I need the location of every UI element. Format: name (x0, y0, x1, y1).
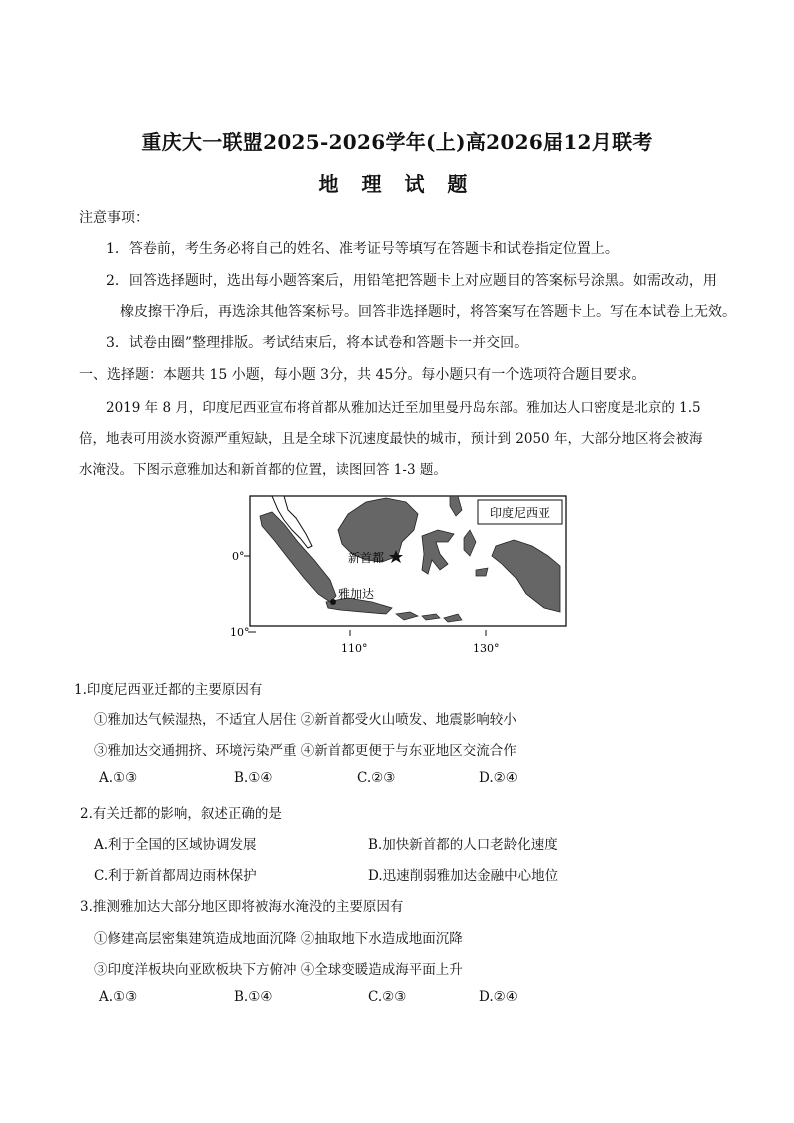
map-legend-label: 印度尼西亚 (489, 506, 551, 520)
lat-label-10: 10° (230, 626, 250, 639)
new-capital-label: 新首都 (348, 551, 385, 565)
lat-label-0: 0° (232, 550, 245, 563)
q1-statement-line-1: ①雅加达气候湿热，不适宜人居住 ②新首都受火山喷发、地震影响较小 (94, 712, 517, 728)
passage-line-1: 2019 年 8 月，印度尼西亚宣布将首都从雅加达迁至加里曼丹岛东部。雅加达人口密度是北京的 1.5 (106, 400, 701, 416)
notice-item-2: 2．回答选择题时，选出每小题答案后，用铅笔把答题卡上对应题目的答案标号涂黑。如需改动，用 (106, 273, 717, 289)
q1-option-b[interactable]: B.①④ (234, 770, 273, 786)
q3-option-d[interactable]: D.②④ (479, 989, 518, 1005)
notice-item-1: 1．答卷前，考生务必将自己的姓名、准考证号等填写在答题卡和试卷指定位置上。 (106, 241, 619, 257)
q2-stem: 2.有关迁都的影响，叙述正确的是 (80, 806, 282, 822)
notice-heading: 注意事项： (79, 210, 149, 226)
lon-label-130: 130° (473, 642, 500, 655)
q2-option-b[interactable]: B.加快新首都的人口老龄化速度 (368, 837, 558, 853)
q1-option-c[interactable]: C.②③ (357, 770, 396, 786)
q1-option-d[interactable]: D.②④ (479, 770, 518, 786)
notice-item-3: 3．试卷由圈”整理排版。考试结束后，将本试卷和答题卡一并交回。 (106, 335, 529, 351)
map-svg (226, 490, 576, 660)
q2-option-c[interactable]: C.利于新首都周边雨林保护 (94, 868, 257, 884)
jakarta-marker (330, 599, 336, 605)
exam-subject: 地 理 试 题 (318, 172, 476, 196)
q1-statement-line-2: ③雅加达交通拥挤、环境污染严重 ④新首都更便于与东亚地区交流合作 (94, 743, 517, 759)
q2-option-d[interactable]: D.迅速削弱雅加达金融中心地位 (368, 868, 559, 884)
lon-label-110: 110° (341, 642, 368, 655)
q3-statement-line-2: ③印度洋板块向亚欧板块下方俯冲 ④全球变暖造成海平面上升 (94, 962, 463, 978)
indonesia-map (226, 490, 576, 660)
passage-line-3: 水淹没。下图示意雅加达和新首都的位置，读图回答 1-3 题。 (79, 462, 447, 478)
q3-option-c[interactable]: C.②③ (368, 989, 407, 1005)
q3-statement-line-1: ①修建高层密集建筑造成地面沉降 ②抽取地下水造成地面沉降 (94, 931, 463, 947)
q3-stem: 3.推测雅加达大部分地区即将被海水淹没的主要原因有 (80, 899, 404, 915)
section-heading: 一、选择题：本题共 15 小题，每小题 3分，共 45分。每小题只有一个选项符合题目要求。 (79, 367, 646, 383)
exam-title: 重庆大一联盟2025-2026学年(上)高2026届12月联考 (141, 130, 653, 154)
q3-option-a[interactable]: A.①③ (99, 989, 138, 1005)
q1-stem: 1.印度尼西亚迁都的主要原因有 (74, 682, 263, 698)
passage-line-2: 倍，地表可用淡水资源严重短缺，且是全球下沉速度最快的城市，预计到 2050 年，大部分地区将会被海 (79, 431, 703, 447)
notice-item-2-cont: 橡皮擦干净后，再选涂其他答案标号。回答非选择题时，将答案写在答题卡上。写在本试卷上无效。 (120, 304, 736, 320)
jakarta-label: 雅加达 (338, 587, 375, 601)
q3-option-b[interactable]: B.①④ (234, 989, 273, 1005)
q1-option-a[interactable]: A.①③ (99, 770, 138, 786)
q2-option-a[interactable]: A.利于全国的区域协调发展 (94, 837, 257, 853)
